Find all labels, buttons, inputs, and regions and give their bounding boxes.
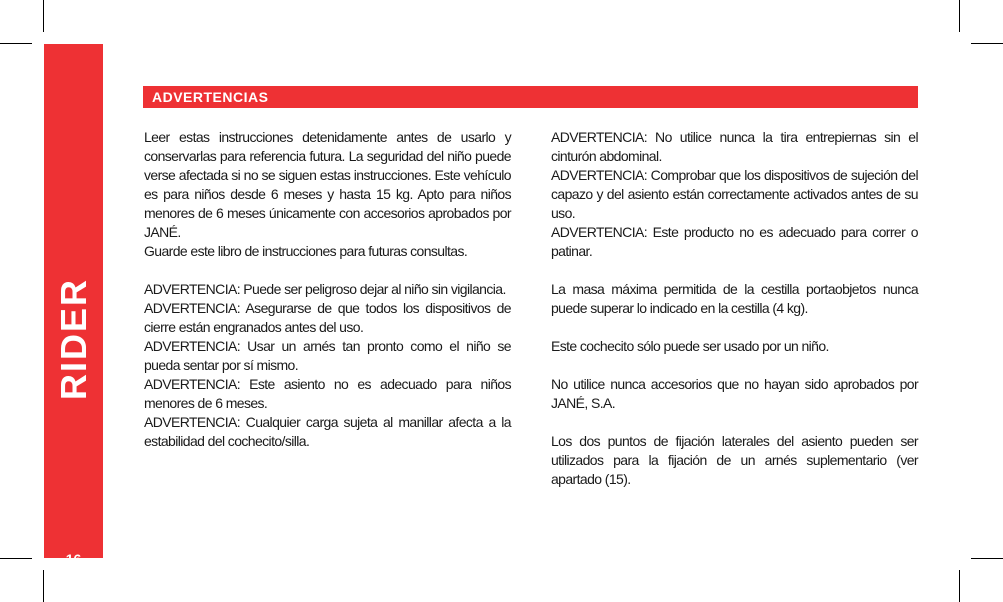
crop-mark-top-left-vertical	[43, 0, 44, 32]
warning-crotch-strap: ADVERTENCIA: No utilice nunca la tira entrepiernas sin el cinturón abdominal.	[551, 129, 918, 164]
crop-mark-bottom-right-vertical	[959, 570, 960, 602]
crop-mark-bottom-right-horizontal	[971, 558, 1003, 559]
product-name-vertical: RIDER	[52, 277, 94, 401]
crop-mark-top-left-horizontal	[0, 43, 32, 44]
basket-max-load-paragraph: La masa máxima permitida de la cestilla portaobjetos nunca puede superar lo indicado en la cestilla (4 kg).	[551, 281, 918, 316]
crop-mark-top-right-horizontal	[971, 43, 1003, 44]
page-number: 16	[65, 551, 82, 567]
approved-accessories-paragraph: No utilice nunca accesorios que no hayan sido aprobados por JANÉ, S.A.	[551, 376, 918, 411]
section-header-bar	[143, 86, 918, 108]
section-title: ADVERTENCIAS	[152, 89, 269, 105]
warning-running-skating: ADVERTENCIA: Este producto no es adecuado para correr o patinar.	[551, 224, 918, 259]
warning-unattended: ADVERTENCIA: Puede ser peligroso dejar al niño sin vigilancia.	[144, 281, 506, 297]
side-fixing-points-paragraph: Los dos puntos de fijación laterales del asiento pueden ser utilizados para la fijación de un arnés suplementario (ver apartado (15).	[551, 433, 918, 487]
right-text-column	[551, 128, 918, 489]
crop-mark-bottom-left-vertical	[43, 570, 44, 602]
warning-handlebar-load: ADVERTENCIA: Cualquier carga sujeta al manillar afecta a la estabilidad del cochecito/silla.	[144, 414, 511, 449]
crop-mark-bottom-left-horizontal	[0, 558, 32, 559]
warning-attachment-check: ADVERTENCIA: Comprobar que los dispositivos de sujeción del capazo y del asiento están correctamente activados antes de su uso.	[551, 167, 918, 221]
intro-paragraph: Leer estas instrucciones detenidamente antes de usarlo y conservarlas para referencia futura. La seguridad del niño puede verse afectada si no se siguen estas instrucciones. Este vehículo es para niños desde 6 meses y hasta 15 kg. Apto para niños menores de 6 meses únicamente con accesorios aprobados por JANÉ.	[144, 129, 511, 240]
single-child-paragraph: Este cochecito sólo puede ser usado por un niño.	[551, 338, 829, 354]
warning-locking-devices: ADVERTENCIA: Asegurarse de que todos los dispositivos de cierre están engranados antes del uso.	[144, 300, 511, 335]
left-text-column	[144, 128, 511, 451]
warning-harness: ADVERTENCIA: Usar un arnés tan pronto como el niño se pueda sentar por sí mismo.	[144, 338, 511, 373]
keep-instructions-paragraph: Guarde este libro de instrucciones para futuras consultas.	[144, 243, 468, 259]
crop-mark-top-right-vertical	[959, 0, 960, 32]
warning-seat-age: ADVERTENCIA: Este asiento no es adecuado para niños menores de 6 meses.	[144, 376, 511, 411]
sidebar-tab	[44, 44, 103, 567]
